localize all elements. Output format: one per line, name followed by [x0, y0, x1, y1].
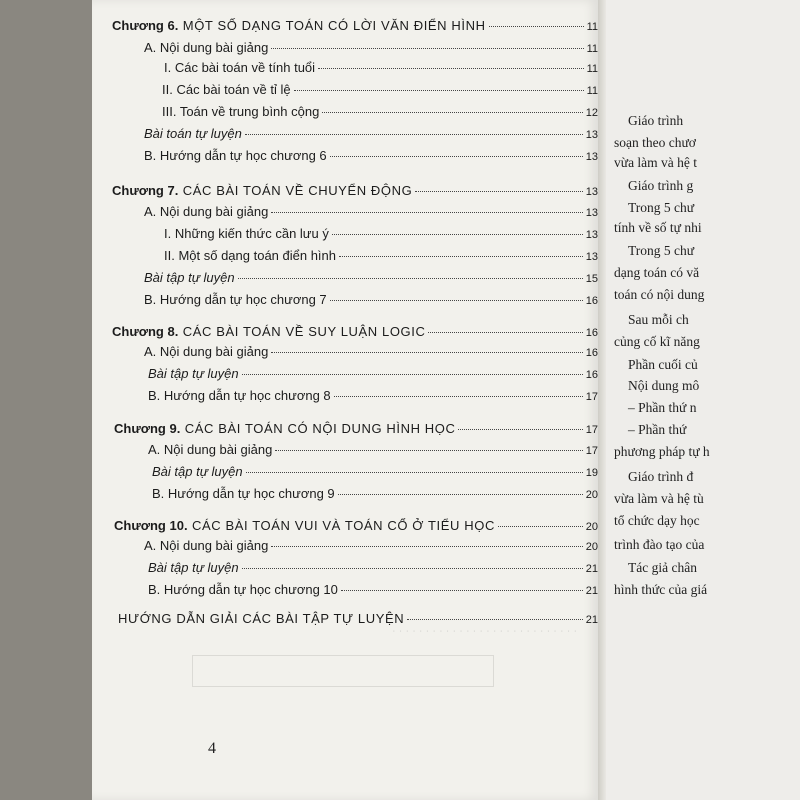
toc-entry [144, 40, 598, 55]
leader-dots [330, 300, 583, 301]
toc-page-number: 21 [585, 614, 598, 626]
leader-dots [242, 374, 583, 375]
right-page-line: – Phần thứ n [628, 400, 697, 415]
toc-entry [148, 560, 598, 575]
toc-entry-text: III. Toán về trung bình cộng [162, 104, 320, 119]
toc-entry [148, 442, 598, 457]
leader-dots [322, 112, 582, 113]
bleed-through-text: · · · · · · · · · · · · · · · · · · · · · · · · · · · · [392, 625, 578, 637]
toc-entry-text: Bài tập tự luyện [144, 270, 235, 285]
right-page-line: Tác giả chân [628, 560, 697, 575]
toc-page-number: 19 [585, 467, 598, 479]
toc-entry-text: B. Hướng dẫn tự học chương 10 [148, 582, 338, 597]
toc-entry [162, 104, 598, 119]
toc-page-number: 13 [585, 229, 598, 241]
toc-page-number: 13 [585, 207, 598, 219]
right-page-line: tính về số tự nhi [614, 220, 702, 235]
leader-dots [275, 450, 582, 451]
chapter-title: CÁC BÀI TOÁN VUI VÀ TOÁN CỔ Ở TIỂU HỌC [192, 518, 495, 533]
chapter-title: CÁC BÀI TOÁN CÓ NỘI DUNG HÌNH HỌC [184, 421, 456, 436]
leader-dots [489, 26, 584, 27]
right-page-line: trình đào tạo của [614, 537, 705, 552]
toc-entry [162, 82, 598, 97]
toc-answers-section [118, 611, 598, 626]
toc-entry-text: Bài tập tự luyện [152, 464, 243, 479]
toc-entry [144, 126, 598, 141]
leader-dots [318, 68, 584, 69]
right-page-line: vừa làm và hệ tù [614, 491, 704, 506]
chapter-title: CÁC BÀI TOÁN VỀ SUY LUẬN LOGIC [182, 324, 426, 339]
toc-entry-text: II. Một số dạng toán điển hình [164, 248, 337, 263]
right-book-page [606, 0, 800, 800]
right-page-line: toán có nội dung [614, 287, 705, 302]
toc-entry-text: I. Các bài toán về tính tuổi [164, 60, 316, 75]
bleed-through-box [192, 655, 494, 687]
right-page-line: củng cố kĩ năng [614, 334, 700, 349]
toc-entry-text: Bài toán tự luyện [144, 126, 242, 141]
right-page-line: Phần cuối củ [628, 357, 698, 372]
right-page-line: Sau mỗi ch [628, 312, 689, 327]
toc-entry-text: B. Hướng dẫn tự học chương 8 [148, 388, 331, 403]
toc-entry [148, 366, 598, 381]
leader-dots [341, 590, 583, 591]
toc-page-number: 17 [585, 445, 598, 457]
right-page-line: Trong 5 chư [628, 200, 695, 215]
chapter-title: CÁC BÀI TOÁN VỀ CHUYỂN ĐỘNG [182, 183, 413, 198]
toc-page-number: 20 [585, 489, 598, 501]
toc-page-number: 21 [585, 585, 598, 597]
toc-entry [152, 464, 598, 479]
right-page-line: hình thức của giá [614, 582, 708, 597]
toc-page-number: 16 [585, 295, 598, 307]
right-page-line: phương pháp tự h [614, 444, 710, 459]
toc-page-number: 13 [585, 251, 598, 263]
table-of-contents [92, 0, 598, 800]
toc-page-number: 13 [585, 186, 598, 198]
leader-dots [415, 191, 582, 192]
toc-page-number: 12 [585, 107, 598, 119]
toc-chapter-10 [114, 517, 598, 535]
toc-entry [164, 248, 598, 263]
toc-entry [164, 60, 598, 75]
leader-dots [271, 212, 582, 213]
toc-page-number: 16 [585, 327, 598, 339]
toc-entry [144, 270, 598, 285]
toc-entry-text: Bài tập tự luyện [148, 366, 239, 381]
right-page-line: Giáo trình [628, 113, 684, 128]
right-page-line: Giáo trình đ [628, 469, 694, 484]
toc-page-number: 21 [585, 563, 598, 575]
toc-entry-text: I. Những kiến thức cần lưu ý [164, 226, 329, 241]
chapter-label: Chương 6. [112, 18, 179, 33]
toc-page-number: 11 [586, 21, 598, 33]
leader-dots [458, 429, 582, 430]
leader-dots [238, 278, 583, 279]
toc-page-number: 11 [586, 85, 598, 97]
toc-entry-text: A. Nội dung bài giảng [144, 204, 269, 219]
leader-dots [339, 256, 583, 257]
toc-entry [152, 486, 598, 501]
toc-entry-text: B. Hướng dẫn tự học chương 9 [152, 486, 335, 501]
toc-page-number: 13 [585, 151, 598, 163]
toc-page-number: 13 [585, 129, 598, 141]
chapter-title: MỘT SỐ DẠNG TOÁN CÓ LỜI VĂN ĐIỂN HÌNH [182, 18, 486, 33]
right-page-line: – Phần thứ [628, 422, 687, 437]
leader-dots [294, 90, 584, 91]
toc-entry-text: Bài tập tự luyện [148, 560, 239, 575]
left-book-page [92, 0, 598, 800]
chapter-label: Chương 7. [112, 183, 179, 198]
leader-dots [498, 526, 583, 527]
section-title: HƯỚNG DẪN GIẢI CÁC BÀI TẬP TỰ LUYỆN [118, 611, 405, 626]
toc-page-number: 16 [585, 347, 598, 359]
leader-dots [271, 48, 583, 49]
leader-dots [334, 396, 583, 397]
toc-entry-text: B. Hướng dẫn tự học chương 6 [144, 148, 327, 163]
toc-entry [144, 148, 598, 163]
toc-page-number: 20 [585, 541, 598, 553]
toc-chapter-8 [112, 323, 598, 341]
chapter-label: Chương 8. [112, 324, 179, 339]
toc-entry [148, 582, 598, 597]
toc-chapter-9 [114, 420, 598, 438]
toc-entry [148, 388, 598, 403]
toc-chapter-6 [112, 17, 598, 35]
leader-dots [338, 494, 583, 495]
right-page-line: Nội dung mô [628, 378, 700, 393]
toc-page-number: 15 [585, 273, 598, 285]
book-gutter [598, 0, 606, 800]
right-page-line: Trong 5 chư [628, 243, 695, 258]
leader-dots [246, 472, 583, 473]
right-page-line: tổ chức dạy học [614, 513, 700, 528]
toc-page-number: 16 [585, 369, 598, 381]
leader-dots [271, 546, 582, 547]
toc-entry [144, 204, 598, 219]
toc-entry-text: A. Nội dung bài giảng [144, 538, 269, 553]
leader-dots [330, 156, 583, 157]
toc-page-number: 11 [586, 43, 598, 55]
toc-entry-text: A. Nội dung bài giảng [144, 40, 269, 55]
right-page-line: vừa làm và hệ t [614, 155, 698, 170]
leader-dots [407, 619, 583, 620]
leader-dots [428, 332, 582, 333]
toc-entry-text: II. Các bài toán về tỉ lệ [162, 82, 291, 97]
toc-entry [164, 226, 598, 241]
chapter-label: Chương 9. [114, 421, 181, 436]
right-page-line: soạn theo chươ [614, 135, 696, 150]
toc-entry [144, 344, 598, 359]
toc-chapter-7 [112, 182, 598, 200]
toc-entry [144, 292, 598, 307]
right-page-line: Giáo trình g [628, 178, 694, 193]
leader-dots [271, 352, 582, 353]
leader-dots [332, 234, 583, 235]
toc-page-number: 17 [585, 391, 598, 403]
chapter-label: Chương 10. [114, 518, 188, 533]
toc-entry-text: B. Hướng dẫn tự học chương 7 [144, 292, 327, 307]
leader-dots [242, 568, 583, 569]
leader-dots [245, 134, 583, 135]
toc-page-number: 17 [585, 424, 598, 436]
toc-entry-text: A. Nội dung bài giảng [144, 344, 269, 359]
toc-entry-text: A. Nội dung bài giảng [148, 442, 273, 457]
toc-page-number: 11 [586, 63, 598, 75]
right-page-line: dạng toán có vă [614, 265, 700, 280]
toc-entry [144, 538, 598, 553]
toc-page-number: 20 [585, 521, 598, 533]
page-number: 4 [208, 740, 216, 757]
